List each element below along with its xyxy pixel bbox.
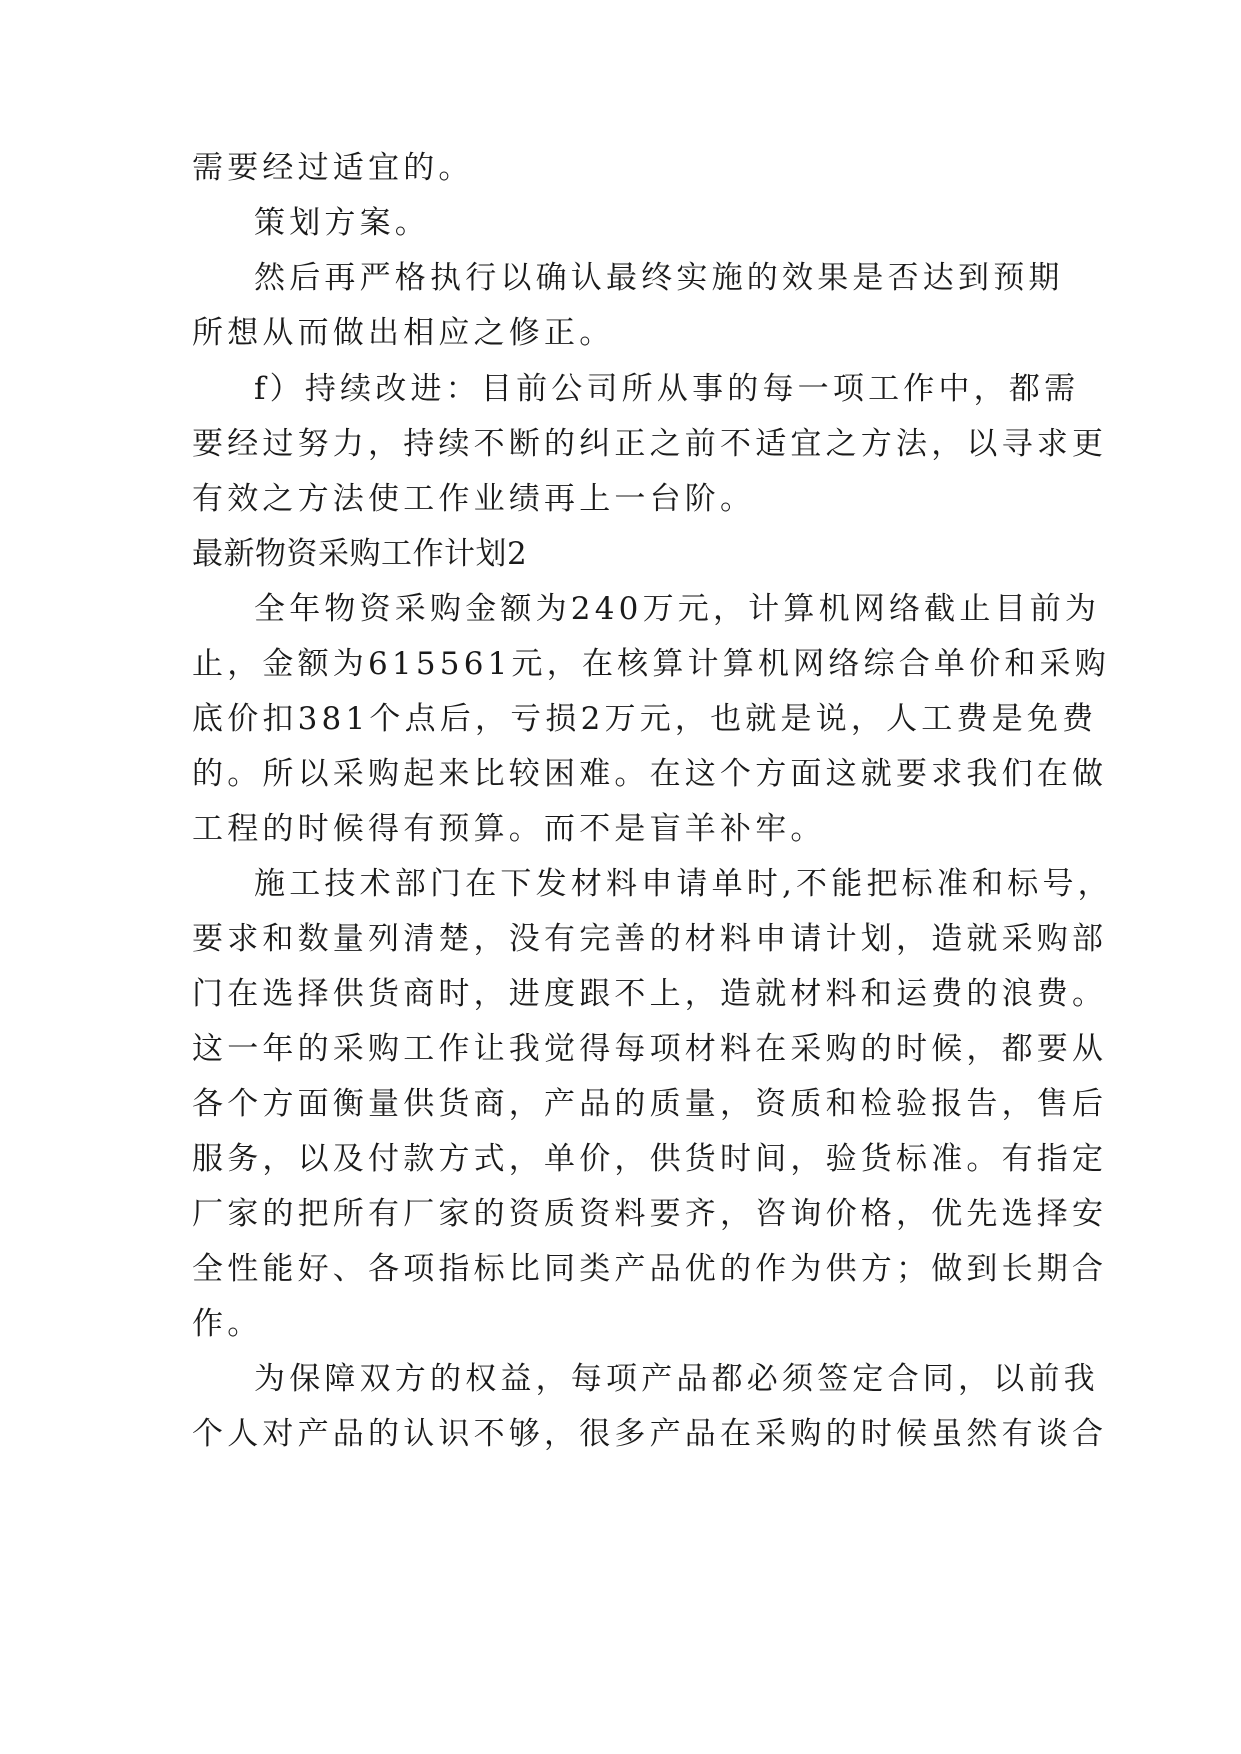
paragraph-line: 各个方面衡量供货商，产品的质量，资质和检验报告，售后 — [192, 1086, 1108, 1122]
paragraph-line: 全年物资采购金额为240万元，计算机网络截止目前为 — [254, 591, 1101, 627]
paragraph-line: 作。 — [192, 1306, 263, 1342]
paragraph-line: 底价扣381个点后，亏损2万元，也就是说，人工费是免费 — [192, 701, 1098, 737]
paragraph-line: 策划方案。 — [254, 205, 430, 241]
paragraph-line: 门在选择供货商时，进度跟不上，造就材料和运费的浪费。 — [192, 976, 1108, 1012]
paragraph-line: 施工技术部门在下发材料申请单时,不能把标准和标号， — [254, 866, 1113, 902]
paragraph-line: 为保障双方的权益，每项产品都必须签定合同，以前我 — [254, 1361, 1099, 1397]
paragraph-line: f）持续改进：目前公司所从事的每一项工作中，都需 — [254, 371, 1080, 407]
paragraph-line: 这一年的采购工作让我觉得每项材料在采购的时候，都要从 — [192, 1031, 1108, 1067]
paragraph-line: 全性能好、各项指标比同类产品优的作为供方；做到长期合 — [192, 1251, 1108, 1287]
paragraph-line: 所想从而做出相应之修正。 — [192, 315, 615, 351]
section-heading: 最新物资采购工作计划2 — [192, 536, 528, 572]
paragraph-line: 厂家的把所有厂家的资质资料要齐，咨询价格，优先选择安 — [192, 1196, 1108, 1232]
paragraph-line: 要求和数量列清楚，没有完善的材料申请计划，造就采购部 — [192, 921, 1108, 957]
paragraph-line: 个人对产品的认识不够，很多产品在采购的时候虽然有谈合 — [192, 1416, 1108, 1452]
paragraph-line: 需要经过适宜的。 — [192, 150, 474, 186]
paragraph-line: 服务，以及付款方式，单价，供货时间，验货标准。有指定 — [192, 1141, 1108, 1177]
paragraph-line: 止，金额为615561元，在核算计算机网络综合单价和采购 — [192, 646, 1110, 682]
paragraph-line: 然后再严格执行以确认最终实施的效果是否达到预期 — [254, 260, 1064, 296]
paragraph-line: 要经过努力，持续不断的纠正之前不适宜之方法，以寻求更 — [192, 426, 1108, 462]
paragraph-line: 的。所以采购起来比较困难。在这个方面这就要求我们在做 — [192, 756, 1108, 792]
paragraph-line: 工程的时候得有预算。而不是盲羊补牢。 — [192, 811, 826, 847]
paragraph-line: 有效之方法使工作业绩再上一台阶。 — [192, 481, 756, 517]
